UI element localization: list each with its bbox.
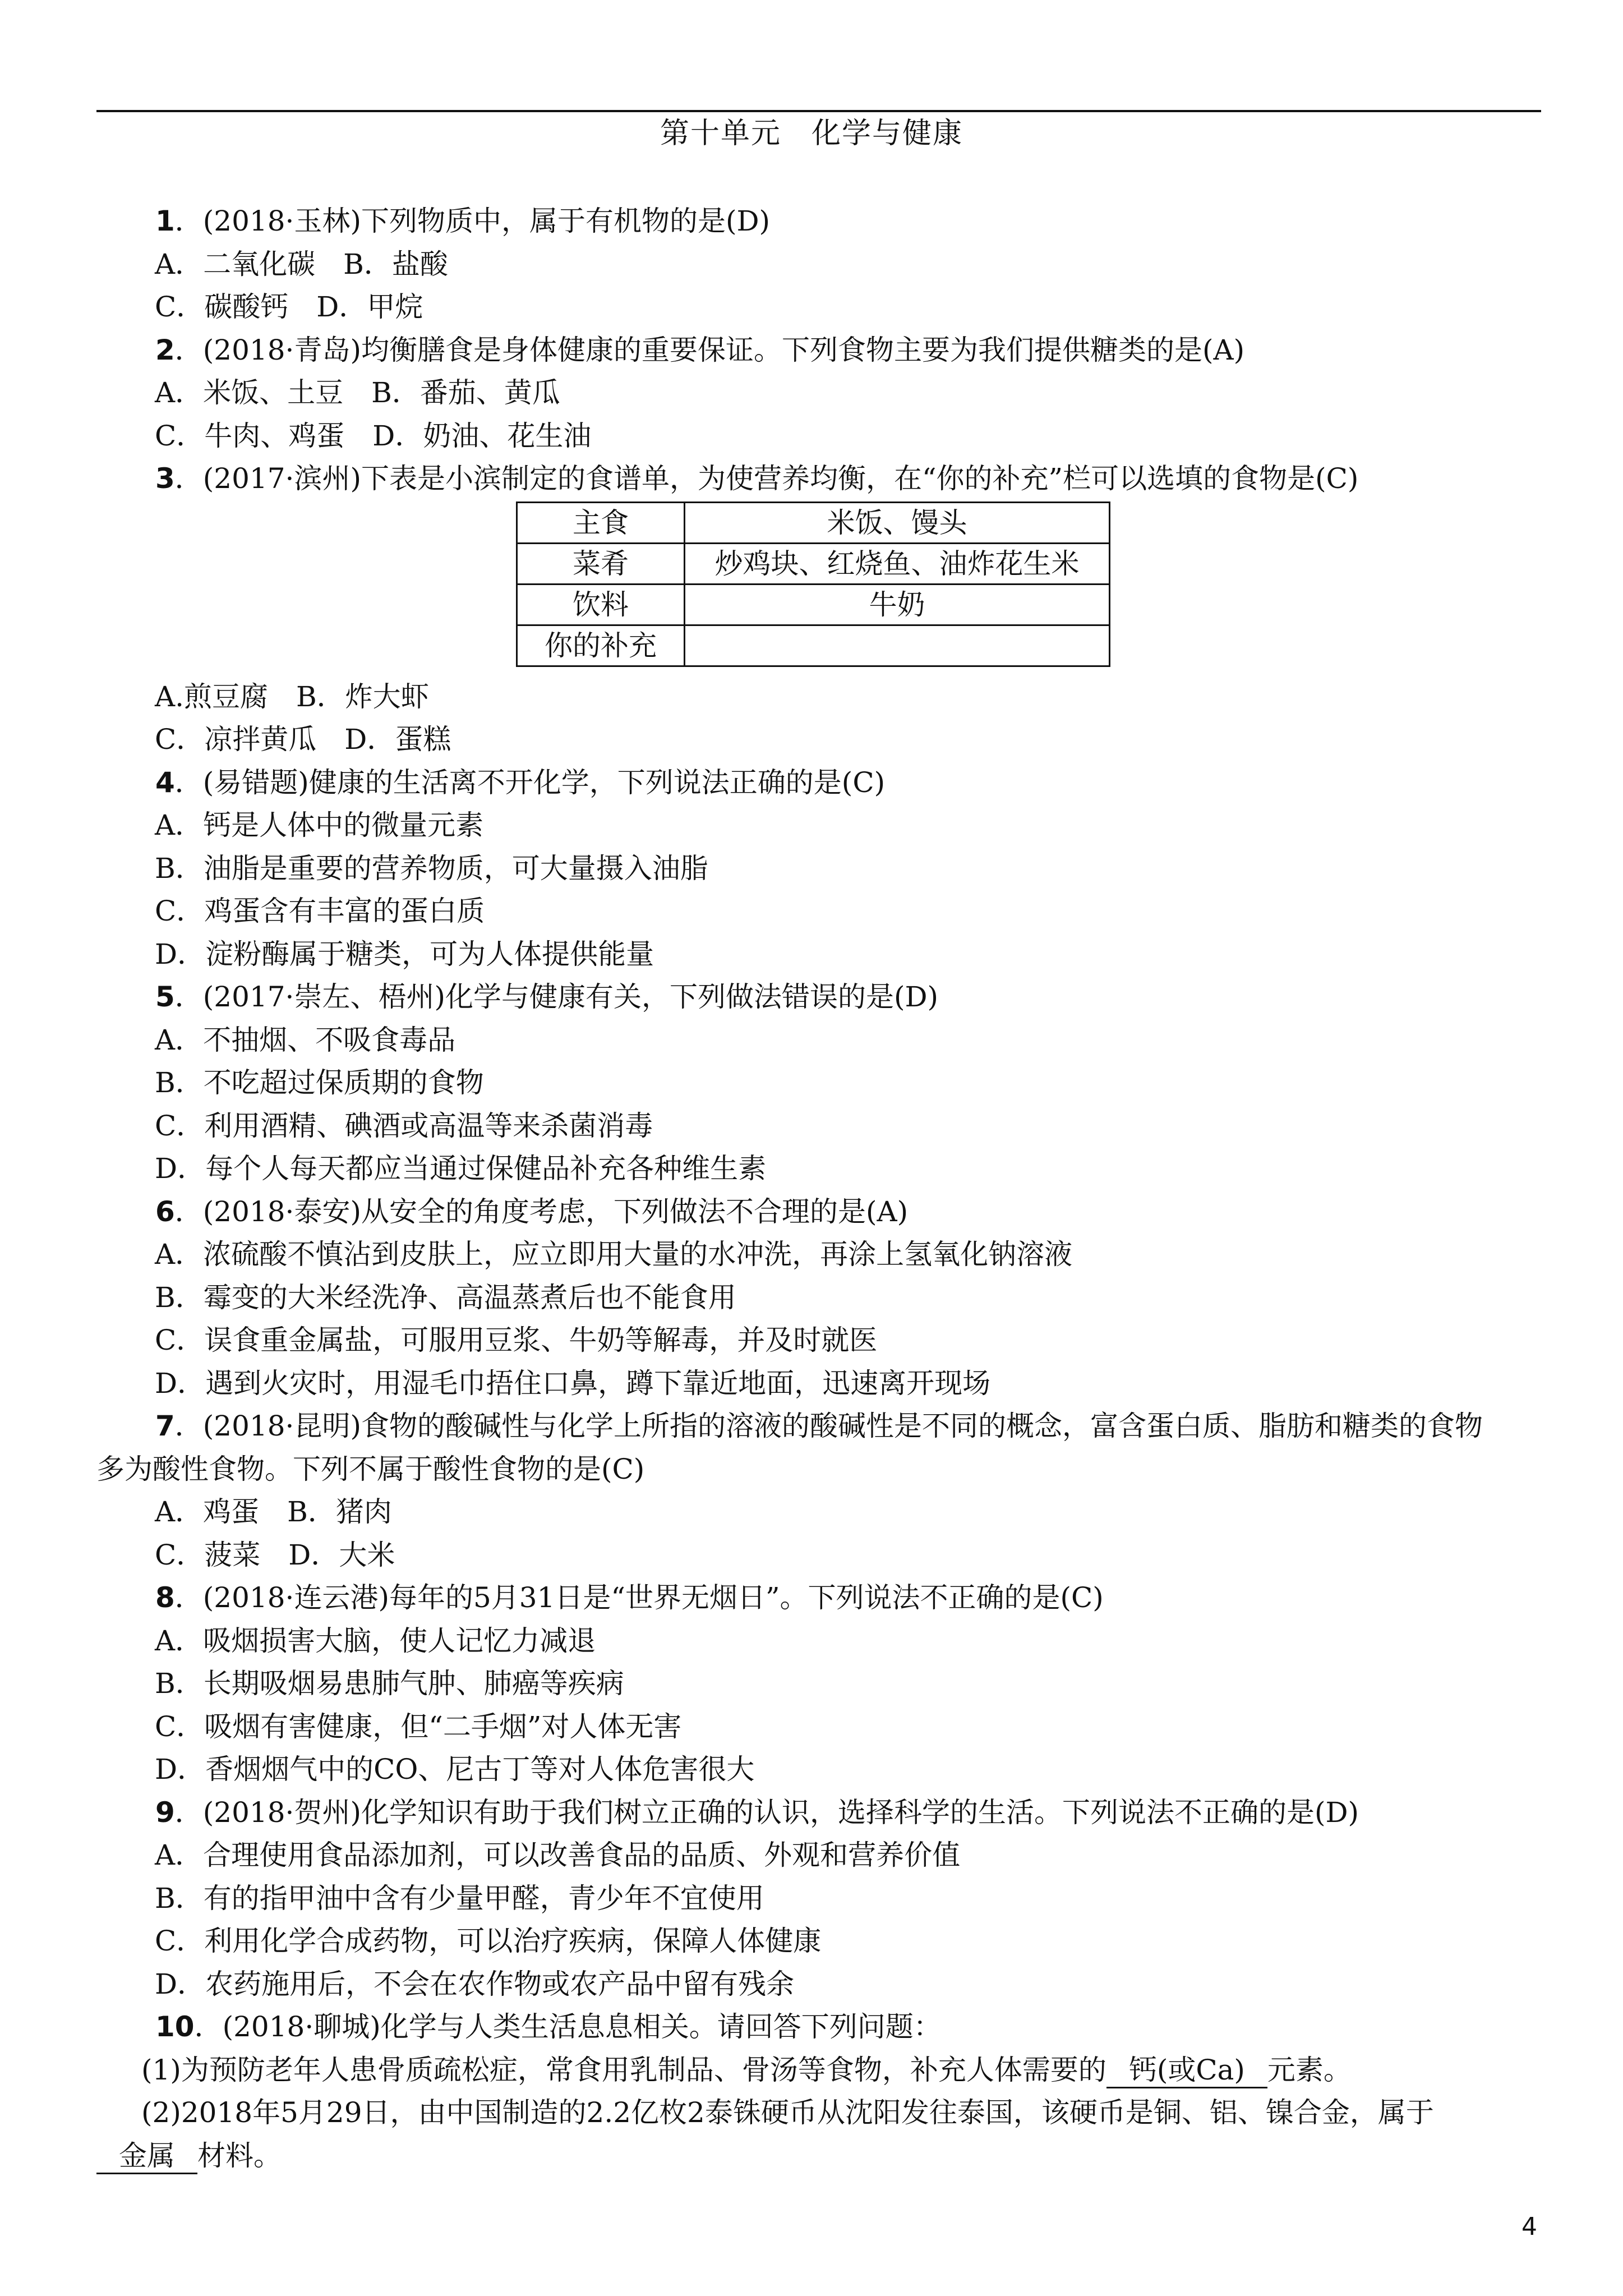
page-number: 4 (1521, 2212, 1537, 2241)
question-5-option-a: A．不抽烟、不吸食毒品 (155, 1023, 456, 1056)
table-cell: 饮料 (517, 584, 685, 625)
question-4-option-c: C．鸡蛋含有丰富的蛋白质 (155, 895, 485, 927)
question-4-option-b: B．油脂是重要的营养物质，可大量摄入油脂 (155, 852, 708, 885)
question-number: 7 (155, 1410, 175, 1442)
question-10-part-2-continued: 金属 材料。 (96, 2134, 1543, 2178)
question-8-stem: 8．(2018·连云港)每年的5月31日是“世界无烟日”。下列说法不正确的是(C) (155, 1581, 1104, 1614)
question-number: 3 (155, 462, 175, 495)
table-cell: 菜肴 (517, 543, 685, 584)
table-cell: 炒鸡块、红烧鱼、油炸花生米 (685, 543, 1110, 584)
question-10-part-2: (2)2018年5月29日，由中国制造的2.2亿枚2泰铢硬币从沈阳发往泰国，该硬币是铜、铝、镍合金，属于 (141, 2096, 1434, 2129)
question-4-stem: 4．(易错题)健康的生活离不开化学，下列说法正确的是(C) (155, 766, 886, 799)
question-8-option-d: D．香烟烟气中的CO、尼古丁等对人体危害很大 (155, 1753, 755, 1786)
question-10-stem: 10．(2018·聊城)化学与人类生活息息相关。请回答下列问题： (155, 2010, 942, 2043)
question-number: 8 (155, 1581, 175, 1614)
table-row (517, 543, 1110, 584)
question-8-option-a: A．吸烟损害大脑，使人记忆力减退 (155, 1624, 596, 1657)
question-7-options-row1: A．鸡蛋 B．猪肉 (155, 1496, 392, 1528)
table-cell: 米饭、馒头 (685, 502, 1110, 543)
question-number: 2 (155, 333, 175, 366)
question-number: 1 (155, 205, 175, 237)
question-6-option-b: B．霉变的大米经洗净、高温蒸煮后也不能食用 (155, 1281, 736, 1314)
table-cell (685, 625, 1110, 666)
question-2-options-row1: A．米饭、土豆 B．番茄、黄瓜 (155, 376, 560, 409)
question-7-options-row2: C．菠菜 D．大米 (155, 1538, 395, 1571)
question-5-option-b: B．不吃超过保质期的食物 (155, 1066, 484, 1099)
question-8-option-b: B．长期吸烟易患肺气肿、肺癌等疾病 (155, 1667, 624, 1700)
table-row (517, 502, 1110, 543)
question-5-option-c: C．利用酒精、碘酒或高温等来杀菌消毒 (155, 1109, 653, 1142)
table-cell: 主食 (517, 502, 685, 543)
table-row (517, 625, 1110, 666)
table-cell: 你的补充 (517, 625, 685, 666)
question-number: 4 (155, 766, 175, 799)
question-8-option-c: C．吸烟有害健康，但“二手烟”对人体无害 (155, 1710, 682, 1743)
answer-blank: 钙(或Ca) (1106, 2053, 1267, 2088)
question-4-option-d: D．淀粉酶属于糖类，可为人体提供能量 (155, 937, 654, 970)
question-1-stem: 1．(2018·玉林)下列物质中，属于有机物的是(D) (155, 205, 771, 237)
question-2-stem: 2．(2018·青岛)均衡膳食是身体健康的重要保证。下列食物主要为我们提供糖类的是(A) (155, 333, 1245, 366)
question-list (96, 200, 1543, 2177)
question-5-option-d: D．每个人每天都应当通过保健品补充各种维生素 (155, 1152, 767, 1185)
question-4-option-a: A．钙是人体中的微量元素 (155, 809, 484, 841)
question-3-options-row1: A.煎豆腐 B．炸大虾 (155, 680, 429, 713)
menu-table-wrapper (96, 500, 1543, 675)
question-2-options-row2: C．牛肉、鸡蛋 D．奶油、花生油 (155, 419, 592, 452)
question-5-stem: 5．(2017·崇左、梧州)化学与健康有关，下列做法错误的是(D) (155, 981, 939, 1013)
question-7-stem-continued: 多为酸性食物。下列不属于酸性食物的是(C) (96, 1452, 645, 1485)
question-6-stem: 6．(2018·泰安)从安全的角度考虑，下列做法不合理的是(A) (155, 1195, 909, 1228)
question-9-stem: 9．(2018·贺州)化学知识有助于我们树立正确的认识，选择科学的生活。下列说法不正确的是(D) (155, 1796, 1359, 1829)
question-number: 10 (155, 2010, 195, 2043)
question-3-options-row2: C．凉拌黄瓜 D．蛋糕 (155, 723, 451, 756)
question-6-option-c: C．误食重金属盐，可服用豆浆、牛奶等解毒，并及时就医 (155, 1324, 878, 1356)
question-9-option-c: C．利用化学合成药物，可以治疗疾病，保障人体健康 (155, 1925, 822, 1957)
question-10-part-1: (1)为预防老年人患骨质疏松症，常食用乳制品、骨汤等食物，补充人体需要的 钙(或Ca) 元素。 (96, 2049, 1543, 2092)
question-number: 5 (155, 981, 175, 1013)
table-cell: 牛奶 (685, 584, 1110, 625)
answer-blank: 金属 (96, 2139, 197, 2174)
question-6-option-d: D．遇到火灾时，用湿毛巾捂住口鼻，蹲下靠近地面，迅速离开现场 (155, 1366, 991, 1400)
question-9-option-b: B．有的指甲油中含有少量甲醛，青少年不宜使用 (155, 1881, 764, 1915)
table-row (517, 584, 1110, 625)
question-3-stem: 3．(2017·滨州)下表是小滨制定的食谱单，为使营养均衡，在“你的补充”栏可以选填的食物是(C) (155, 462, 1359, 495)
question-number: 6 (155, 1195, 175, 1228)
question-7-stem: 7．(2018·昆明)食物的酸碱性与化学上所指的溶液的酸碱性是不同的概念，富含蛋白质、脂肪和糖类的食物 (155, 1410, 1483, 1442)
page-title: 第十单元 化学与健康 (660, 117, 963, 150)
question-9-option-d: D．农药施用后，不会在农作物或农产品中留有残余 (155, 1967, 795, 2000)
question-1-options-row2: C．碳酸钙 D．甲烷 (155, 291, 423, 323)
question-number: 9 (155, 1796, 175, 1829)
question-9-option-a: A．合理使用食品添加剂，可以改善食品的品质、外观和营养价值 (155, 1839, 961, 1871)
question-1-options-row1: A．二氧化碳 B．盐酸 (155, 247, 448, 280)
question-6-option-a: A．浓硫酸不慎沾到皮肤上，应立即用大量的水冲洗，再涂上氢氧化钠溶液 (155, 1238, 1073, 1271)
menu-table (516, 501, 1110, 667)
